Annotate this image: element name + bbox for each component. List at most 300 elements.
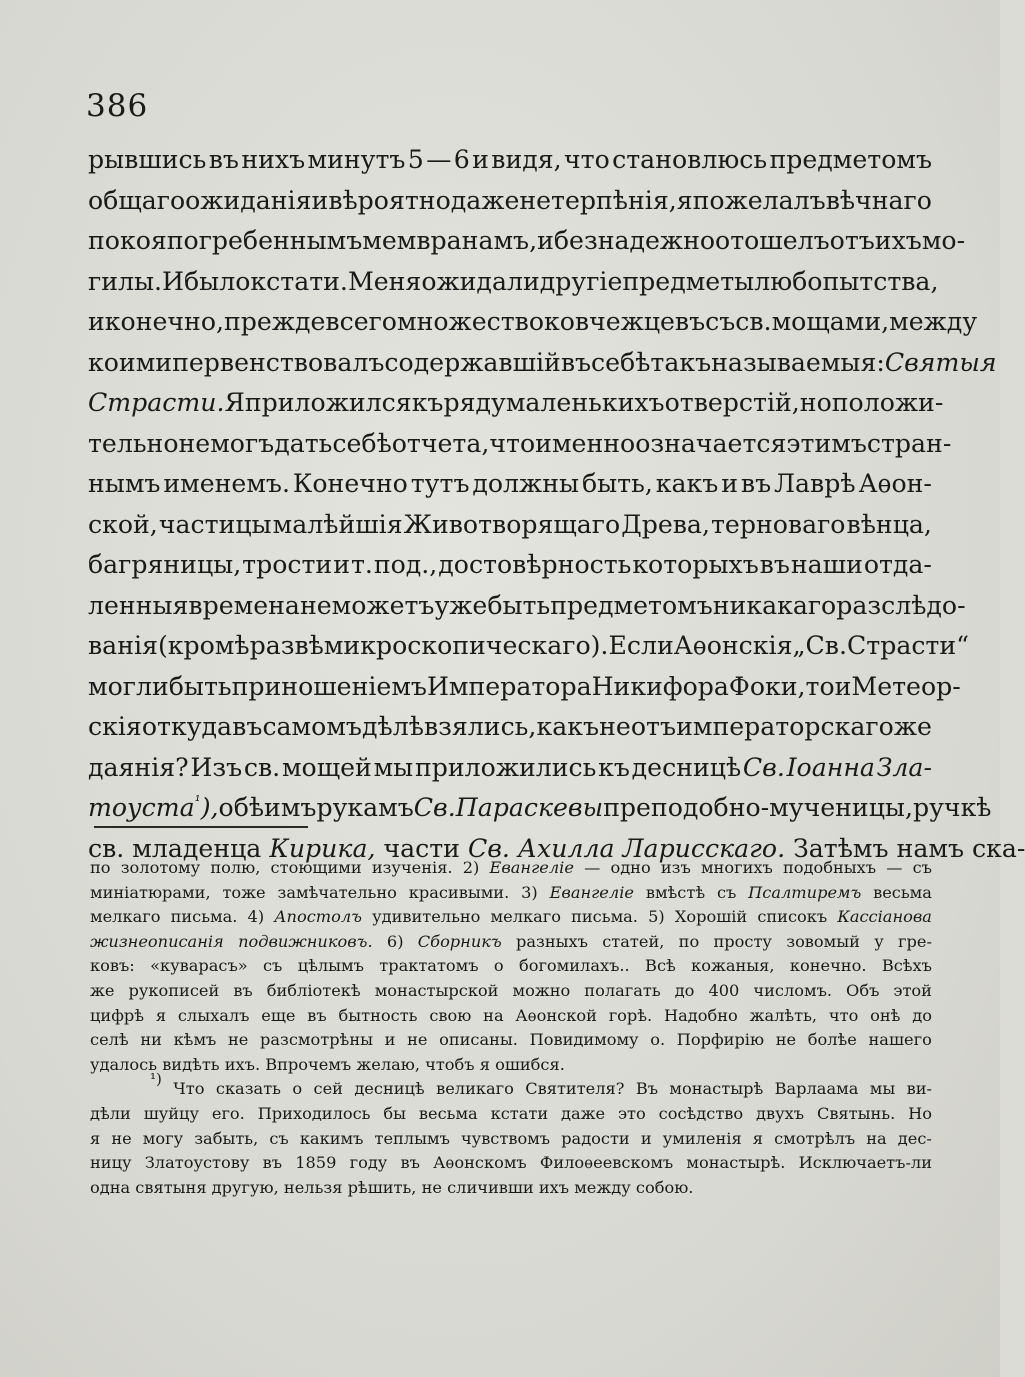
word: преподобно-мученицы,	[603, 793, 913, 822]
word: подобныхъ	[782, 858, 877, 877]
word: сосѣдство	[658, 1103, 744, 1123]
word: рывшись	[88, 145, 207, 174]
word: называемыя:	[711, 347, 885, 377]
word: Императора	[426, 671, 592, 701]
word: что	[828, 1005, 859, 1025]
word: Но	[908, 1103, 932, 1123]
word: скія	[88, 712, 142, 741]
word: бы	[383, 1103, 407, 1123]
word: 2)	[462, 858, 480, 877]
word: стоющими	[270, 858, 362, 877]
word: содержавшій	[384, 347, 561, 377]
word: пожелалъ	[692, 185, 826, 215]
word: списокъ	[757, 907, 828, 927]
word: частицы	[158, 509, 272, 539]
word: Если	[608, 631, 674, 660]
word: сказать	[215, 1079, 281, 1099]
word: Зла-	[876, 752, 932, 782]
word: разсмотрѣны	[260, 1030, 373, 1050]
word: Іоанна	[786, 752, 875, 782]
main-body-text	[88, 140, 1025, 869]
word: Евангеліе	[549, 882, 634, 902]
word: ни	[140, 1030, 162, 1050]
word: двухъ	[756, 1103, 805, 1123]
word: смотрѣлъ	[774, 1128, 856, 1148]
word: зовомый	[786, 931, 860, 951]
word: письма.	[571, 907, 638, 927]
word: тутъ	[410, 469, 470, 498]
word: онѣ	[870, 1005, 901, 1025]
word: числомъ.	[753, 980, 833, 1000]
word: (кромѣ	[157, 631, 250, 660]
footnote-line	[90, 954, 932, 979]
word: императорскаго	[676, 712, 894, 741]
main-text-line	[88, 788, 992, 829]
word: Св.	[413, 793, 456, 822]
word: описаны.	[439, 1030, 518, 1050]
word: радости	[561, 1128, 630, 1148]
word: Аѳонскомъ	[433, 1153, 527, 1173]
word: же	[893, 712, 932, 741]
word: себѣ	[332, 428, 392, 458]
word: первенствовалъ	[172, 347, 385, 377]
word: селѣ	[90, 1030, 129, 1050]
main-text-line	[88, 302, 978, 343]
word: Лаврѣ	[774, 469, 856, 498]
main-text-line	[88, 667, 961, 708]
word: въ	[560, 347, 592, 377]
word: Исключаетъ-ли	[798, 1153, 932, 1173]
word: о	[292, 1079, 303, 1099]
word: въ	[262, 1153, 282, 1173]
word: и	[88, 307, 105, 336]
word: быть	[168, 671, 232, 701]
word: можетъ	[331, 590, 435, 620]
word: разныхъ	[516, 931, 588, 951]
word: Всѣхъ	[881, 956, 932, 976]
word: Метеор-	[851, 671, 961, 701]
word: никакаго	[712, 590, 837, 620]
word: и	[311, 185, 329, 215]
word: въ	[740, 469, 772, 498]
word: мемвранамъ,	[362, 226, 538, 255]
footnote-line	[90, 1004, 932, 1029]
word: съ	[269, 1128, 289, 1148]
text-run: св. младенца	[88, 833, 270, 863]
word: 1859	[295, 1153, 337, 1173]
word: могъ	[210, 428, 275, 458]
word: цѣлымъ	[297, 956, 364, 976]
word: десницѣ	[631, 752, 742, 782]
word: между	[889, 307, 978, 336]
main-text-line	[88, 707, 932, 748]
main-text-line	[88, 464, 932, 505]
word: малѣйшія	[272, 509, 403, 539]
word: Древа,	[621, 509, 710, 539]
word: положи-	[831, 388, 944, 417]
word: Фоки,	[728, 671, 806, 701]
word: ковъ:	[90, 956, 135, 976]
word: въ	[233, 980, 253, 1000]
word: мы	[373, 752, 414, 782]
word: Изъ	[190, 752, 243, 782]
word: нымъ	[88, 469, 161, 498]
word: забыть,	[194, 1128, 259, 1148]
word: даже	[561, 1103, 606, 1123]
word: весьма	[418, 1103, 478, 1123]
word: гилы.	[88, 266, 163, 296]
word: Никифора	[591, 671, 729, 701]
word: достовѣрность	[438, 550, 632, 579]
word: мощами,	[771, 307, 890, 336]
word: „Св.	[792, 631, 847, 660]
word: отчета,	[391, 428, 490, 458]
word: изъ	[660, 858, 691, 877]
footnote-line	[90, 1176, 932, 1201]
word: же	[90, 980, 115, 1000]
footnote-marker: ¹)	[150, 1067, 162, 1092]
word: безнадежно	[553, 226, 716, 255]
word: я	[155, 1005, 167, 1025]
word: письма.	[170, 907, 238, 927]
word: стран-	[866, 428, 952, 458]
word: и	[472, 145, 489, 174]
word: становлюсь	[612, 145, 768, 174]
word: означается	[635, 428, 787, 458]
word: св.	[243, 752, 281, 782]
main-text-line	[88, 221, 966, 262]
word: я	[752, 1128, 763, 1148]
word: взялись,	[423, 712, 537, 741]
word: нихъ	[241, 145, 306, 174]
main-text-line	[88, 140, 932, 181]
word: какъ	[536, 712, 600, 741]
word: ванія	[88, 631, 158, 660]
main-text-line	[88, 262, 939, 303]
word: до	[912, 1005, 932, 1025]
word: полагать	[584, 980, 661, 1000]
word: рукописей	[128, 980, 220, 1000]
word: быть,	[581, 469, 653, 498]
word: кстати	[490, 1103, 549, 1123]
word: мелкаго	[90, 907, 161, 927]
word: Святынь.	[816, 1103, 896, 1123]
word: микроскопическаго).	[323, 631, 609, 660]
word: я	[90, 1128, 101, 1148]
word: не	[227, 1030, 249, 1050]
word: въ	[232, 712, 263, 741]
word: Порфирію	[676, 1030, 765, 1050]
footnotes-text	[90, 856, 932, 1200]
word: обѣимъ	[218, 793, 317, 822]
word: отошелъ	[715, 226, 830, 255]
word: золотому	[120, 858, 201, 877]
word: и	[640, 1128, 652, 1148]
word: о.	[650, 1030, 666, 1050]
footnote-line	[90, 881, 932, 906]
word: ленныя	[88, 590, 189, 620]
word: нетерпѣнія,	[519, 185, 677, 215]
word: многихъ	[700, 858, 773, 877]
footnote-line	[90, 1127, 932, 1152]
word: наши	[790, 550, 863, 579]
word: одно	[610, 858, 651, 877]
word: которыхъ	[632, 550, 759, 579]
word: —	[584, 858, 601, 877]
word: но	[799, 388, 832, 417]
word: откуда	[141, 712, 233, 741]
word: по	[678, 931, 700, 951]
word: ви-	[906, 1079, 932, 1099]
text-run: удалось видѣть ихъ. Впрочемъ желаю, чтобъ я ошибся.	[90, 1054, 565, 1074]
word: тоуста$^{^1}$),	[88, 788, 219, 832]
word: могу	[142, 1128, 184, 1148]
word: ницу	[90, 1153, 132, 1173]
word: не	[111, 1128, 132, 1148]
word: дѣли	[90, 1103, 131, 1123]
main-text-line	[88, 181, 932, 222]
italic-text: Кирика,	[269, 833, 376, 863]
word: трактатомъ	[379, 956, 479, 976]
main-text-line	[88, 626, 970, 667]
word: отда-	[863, 550, 932, 579]
footnote-line	[90, 1053, 932, 1078]
word: Сборникъ	[417, 931, 502, 951]
word: ),	[200, 793, 219, 822]
word: такъ	[650, 347, 712, 377]
word: тельно	[88, 428, 179, 458]
word: предметомъ	[550, 590, 713, 620]
word: какимъ	[299, 1128, 364, 1148]
word: Апостолъ	[274, 907, 362, 927]
word: приношеніемъ	[231, 671, 427, 701]
footnote-line	[90, 979, 932, 1004]
word: слыхалъ	[177, 1005, 250, 1025]
word: «куварасъ»	[150, 956, 248, 976]
word: Въ	[635, 1079, 659, 1099]
word: можно	[512, 980, 571, 1000]
word: болѣе	[807, 1030, 857, 1050]
word: вѣнца,	[846, 509, 932, 539]
word: не	[775, 1030, 797, 1050]
word: погребеннымъ	[166, 226, 363, 255]
word: рукамъ	[316, 793, 414, 822]
word: себѣ	[591, 347, 651, 377]
word: 5	[407, 145, 424, 174]
footnote-marker: ¹	[194, 792, 201, 810]
word: этой	[893, 980, 932, 1000]
word: не	[178, 428, 211, 458]
word: сей	[313, 1079, 343, 1099]
word: 6	[453, 145, 470, 174]
word: развѣ	[249, 631, 324, 660]
word: статей,	[602, 931, 665, 951]
word: монастырской	[374, 980, 499, 1000]
word: ряду	[443, 388, 506, 417]
footnote-separator-rule	[94, 826, 308, 828]
word: Варлаама	[774, 1079, 859, 1099]
word: должны	[472, 469, 580, 498]
word: —	[886, 858, 903, 877]
word: вмѣстѣ	[645, 882, 706, 902]
word: Приходилось	[257, 1103, 371, 1123]
word: ожидали	[421, 266, 540, 296]
main-text-line	[88, 545, 932, 586]
word: любопытства,	[754, 266, 939, 296]
word: предметы	[622, 266, 755, 296]
word: ковчежцевъ	[544, 307, 706, 336]
word: Аѳон-	[858, 469, 932, 498]
italic-text: Св. Ахилла Ларисскаго.	[467, 833, 786, 863]
word: 5)	[648, 907, 665, 927]
footnote-line	[90, 1070, 932, 1102]
word: кстати.	[250, 266, 348, 296]
word: общаго	[88, 185, 186, 215]
word: съ	[716, 882, 737, 902]
word: и	[537, 226, 554, 255]
word: Кассіанова	[837, 907, 932, 927]
word: въ	[759, 550, 790, 579]
word: Всѣ	[645, 956, 676, 976]
word: прежде	[224, 307, 326, 336]
word: Повидимому	[529, 1030, 639, 1050]
main-text-line	[88, 748, 932, 789]
word: полю,	[210, 858, 261, 877]
word: Объ	[846, 980, 880, 1000]
word: Страсти.	[88, 388, 225, 417]
text-run: Затѣмъ намъ ска-	[785, 833, 1025, 863]
word: и	[333, 550, 350, 579]
word: разслѣдо-	[836, 590, 966, 620]
word: И	[162, 266, 185, 296]
word: 3)	[521, 882, 538, 902]
word: предметомъ	[769, 145, 932, 174]
word: десницѣ	[354, 1079, 425, 1099]
word: Аѳонской	[515, 1005, 597, 1025]
word: вѣроятно	[328, 185, 451, 215]
word: богомилахъ..	[518, 956, 630, 976]
word: отъ	[829, 226, 875, 255]
footnote-line	[90, 1028, 932, 1053]
word: быть	[487, 590, 551, 620]
footnote-line	[90, 856, 932, 881]
word: маленькихъ	[505, 388, 665, 417]
word: ихъ	[874, 226, 922, 255]
word: какъ	[655, 469, 719, 498]
word: даянія?	[88, 752, 189, 782]
word: Меня	[347, 266, 422, 296]
word: подвижниковъ.	[238, 931, 373, 951]
word: съ	[912, 858, 932, 877]
footnote-line	[90, 1102, 932, 1127]
footnote-line	[90, 930, 932, 955]
word: Надобно	[664, 1005, 738, 1025]
word: не	[407, 1030, 428, 1050]
word: могли	[88, 671, 169, 701]
word: это	[617, 1103, 646, 1123]
word: ской,	[88, 509, 158, 539]
word: покоя	[88, 226, 167, 255]
word: Что	[173, 1079, 205, 1099]
word: терноваго	[711, 509, 846, 539]
word: было	[184, 266, 251, 296]
word: самомъ	[262, 712, 362, 741]
word: вѣчнаго	[825, 185, 932, 215]
word: Евангеліе	[489, 858, 574, 877]
word: то	[805, 671, 835, 701]
word: миніатюрами,	[90, 882, 211, 902]
word: 400	[708, 980, 740, 1000]
word: великаго	[436, 1079, 514, 1099]
main-text-line	[88, 505, 932, 546]
word: и	[834, 671, 852, 701]
word: гре-	[898, 931, 932, 951]
word: этимъ	[786, 428, 867, 458]
word: дѣлѣ	[362, 712, 424, 741]
footnote-line	[90, 905, 932, 930]
word: видя,	[491, 145, 562, 174]
word: на	[483, 1005, 504, 1025]
word: году	[349, 1153, 388, 1173]
word: теплымъ	[374, 1128, 450, 1148]
word: въ	[208, 145, 239, 174]
word: горѣ.	[608, 1005, 653, 1025]
word: удивительно	[372, 907, 481, 927]
word: Святыя	[884, 347, 997, 377]
main-text-line	[88, 343, 997, 384]
word: цифрѣ	[90, 1005, 144, 1025]
word: еще	[261, 1005, 296, 1025]
word: мо-	[921, 226, 966, 255]
footnote-line	[90, 1151, 932, 1176]
word: кожаныя,	[691, 956, 775, 976]
word: умиленія	[662, 1128, 742, 1148]
word: монастырѣ.	[686, 1153, 786, 1173]
word: мощей	[281, 752, 372, 782]
word: св.	[735, 307, 772, 336]
word: коими	[88, 347, 173, 377]
word: съ	[262, 956, 283, 976]
word: Животворящаго	[403, 509, 621, 539]
word: просту	[713, 931, 772, 951]
word: Псалтиремъ	[748, 882, 862, 902]
word: Аѳонскія	[673, 631, 793, 660]
word: весьма	[873, 882, 932, 902]
word: Филоѳеевскомъ	[539, 1153, 674, 1173]
word: замѣчательно	[277, 882, 397, 902]
word: всего	[325, 307, 397, 336]
word: багряницы,	[88, 550, 242, 579]
word: что	[489, 428, 536, 458]
main-text-line	[88, 586, 966, 627]
text-run: одна святыня другую, нельзя рѣшить, не сличивши ихъ между собою.	[90, 1177, 694, 1197]
word: под.,	[373, 550, 438, 579]
word: по	[90, 858, 111, 877]
word: библіотекѣ	[266, 980, 361, 1000]
word: чувствомъ	[460, 1128, 551, 1148]
word: уже	[434, 590, 488, 620]
word: нашего	[868, 1030, 932, 1050]
word: о	[493, 956, 504, 976]
word: къ	[411, 388, 444, 417]
word: бытность	[338, 1005, 418, 1025]
word: ожиданія	[185, 185, 312, 215]
word: ручкѣ	[912, 793, 992, 822]
word: )	[156, 1070, 162, 1089]
word: именно	[535, 428, 636, 458]
word: Святителя?	[525, 1079, 625, 1099]
text-run: части	[375, 833, 468, 863]
